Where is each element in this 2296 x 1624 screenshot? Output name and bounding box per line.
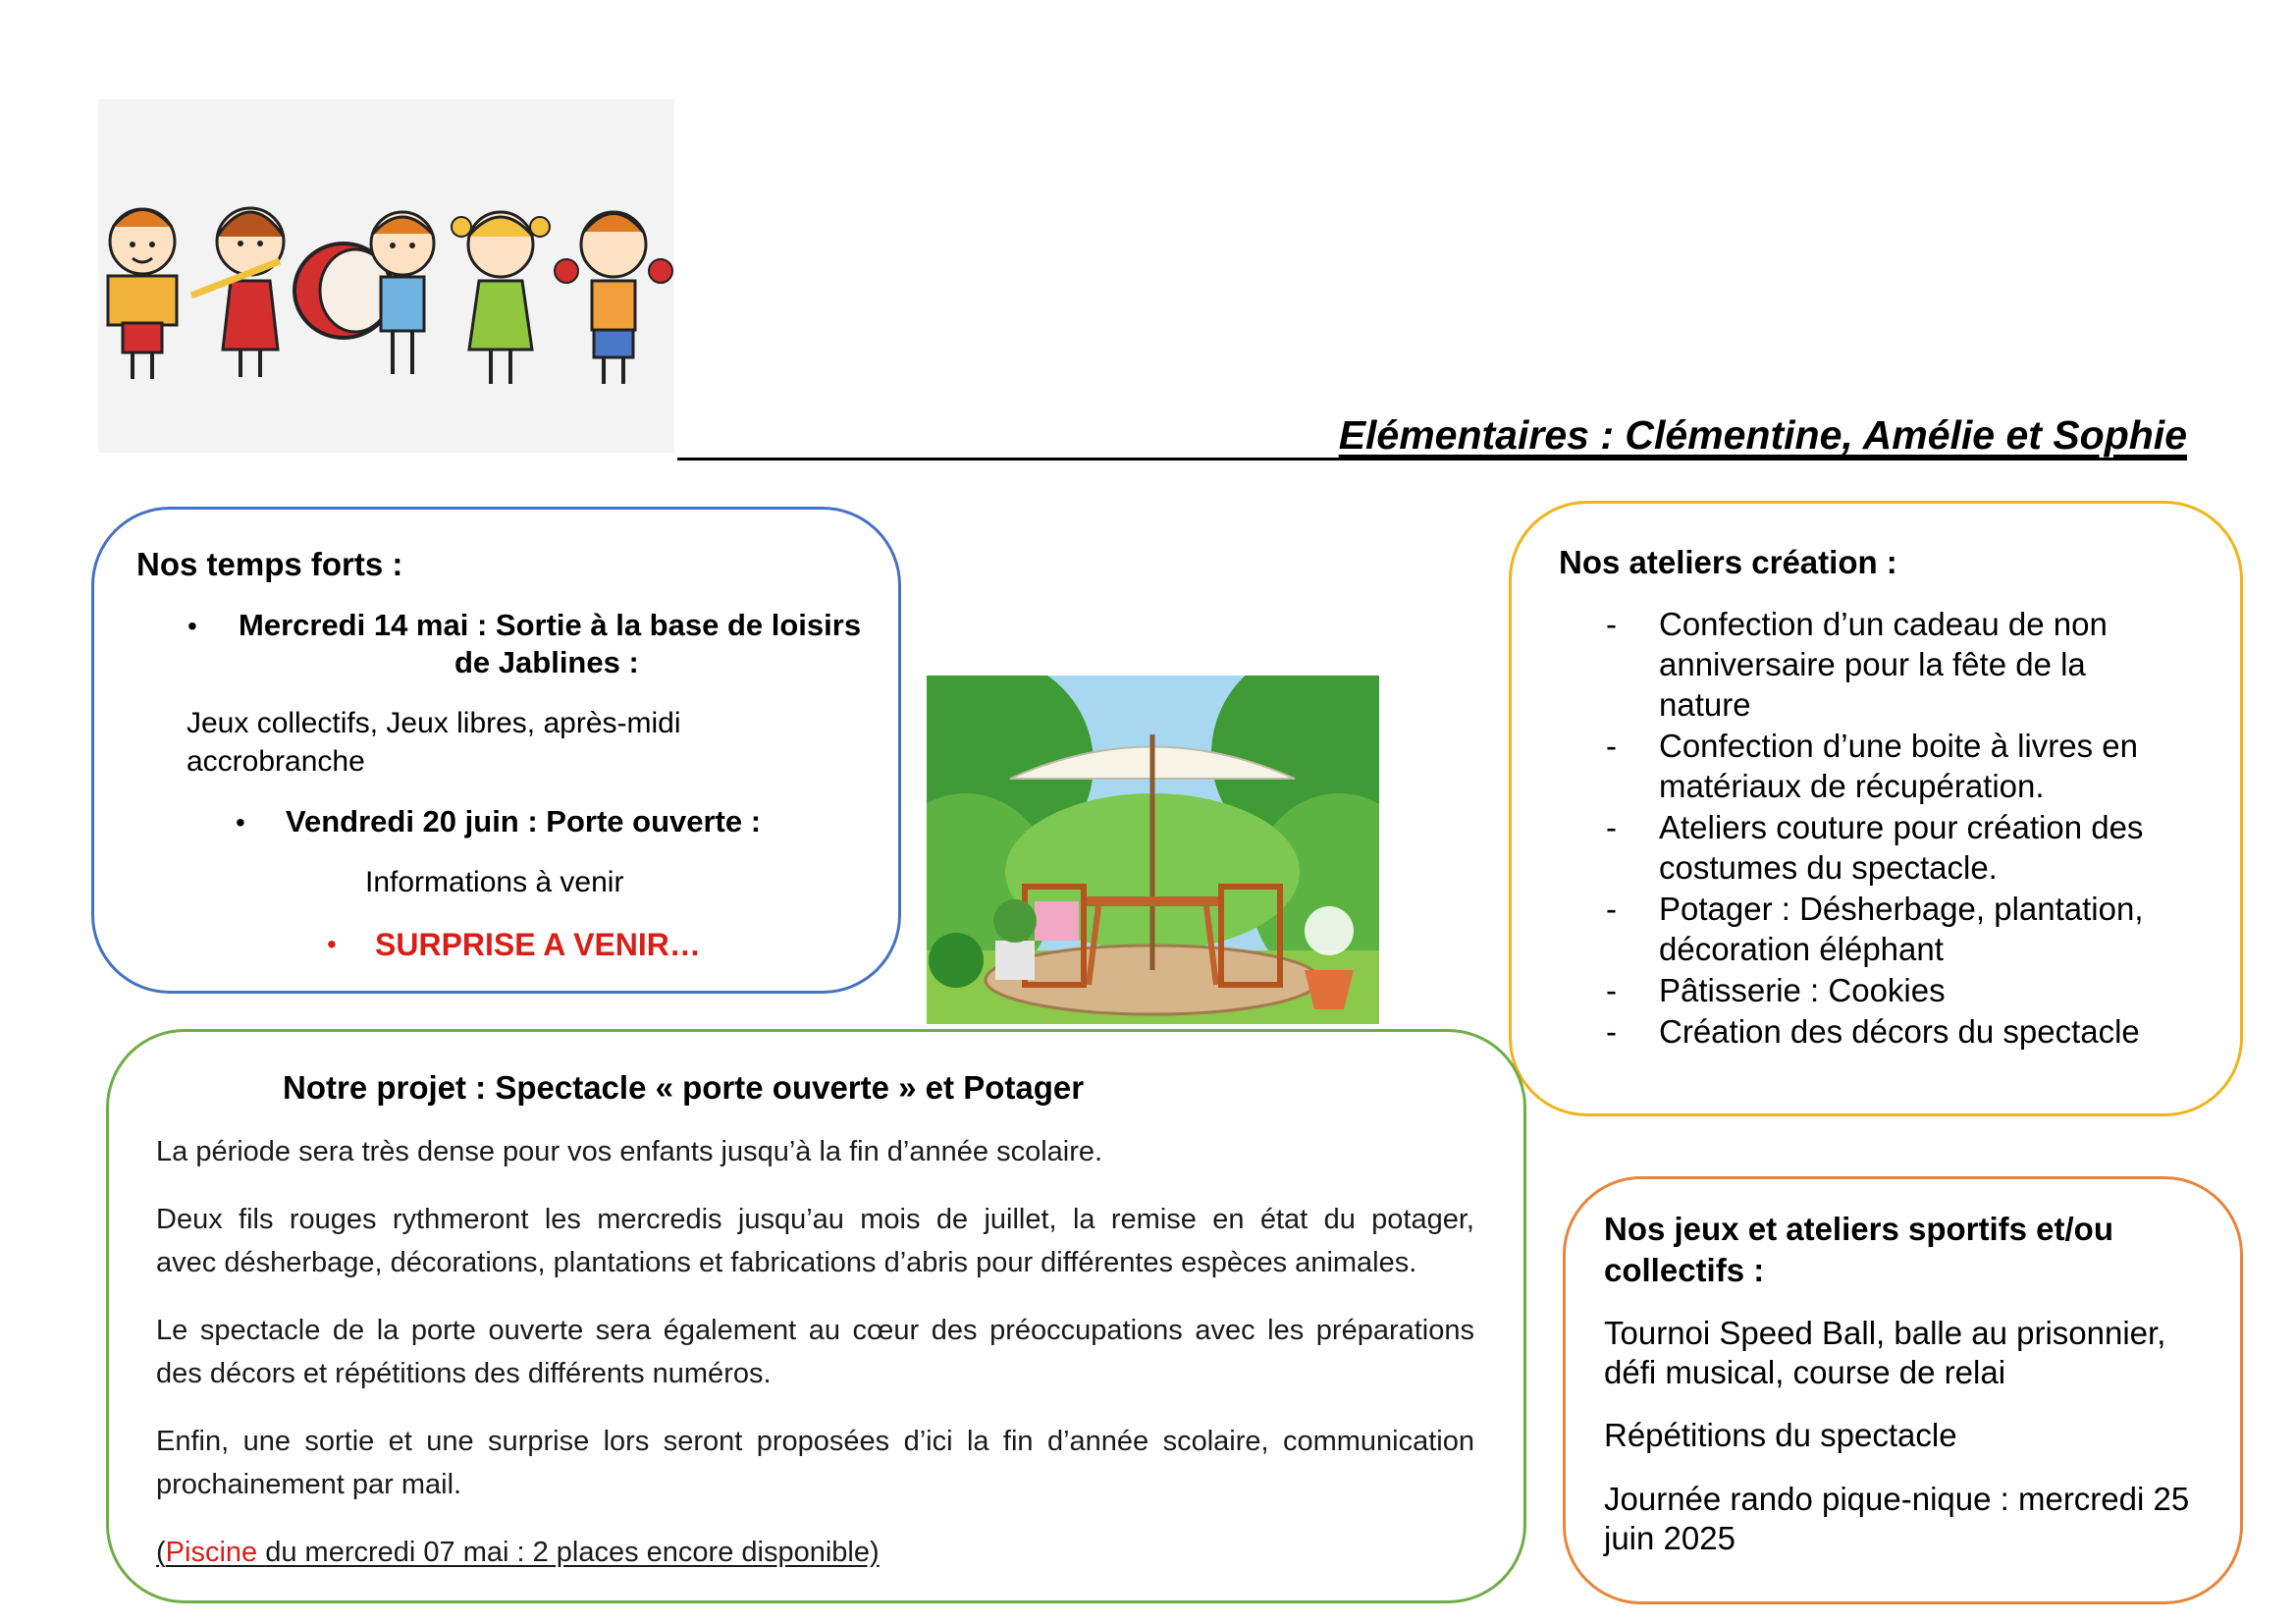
temps-fort-2-title: Vendredi 20 juin : Porte ouverte : — [286, 804, 762, 839]
temps-fort-1-title-cont: de Jablines : — [454, 645, 639, 679]
projet-heading: Notre projet : Spectacle « porte ouverte » et Potager — [283, 1069, 1085, 1106]
atelier-line: Potager : Désherbage, plantation, — [1659, 891, 2144, 927]
temps-fort-3-title: SURPRISE A VENIR… — [375, 927, 701, 962]
dash-marker: - — [1606, 606, 1617, 642]
projet-paragraph-3-cont: des décors et répétitions des différents numéros. — [156, 1358, 772, 1389]
jeux-heading-cont: collectifs : — [1604, 1252, 1765, 1288]
jeux-item-3-cont: juin 2025 — [1604, 1520, 1735, 1556]
garden-patio-image — [927, 676, 1379, 1024]
jeux-item-3: Journée rando pique-nique : mercredi 25 — [1604, 1481, 2190, 1517]
jeux-item-1-cont: défi musical, course de relai — [1604, 1354, 2006, 1390]
ateliers-heading: Nos ateliers création : — [1559, 544, 1897, 580]
temps-fort-2-desc: Informations à venir — [365, 866, 624, 898]
bullet-icon: • — [236, 807, 245, 838]
atelier-line: matériaux de récupération. — [1659, 768, 2045, 804]
dash-marker: - — [1606, 1013, 1617, 1050]
kids-musicians-image — [98, 99, 674, 453]
atelier-line: décoration éléphant — [1659, 931, 1944, 967]
atelier-line: Confection d’un cadeau de non — [1659, 606, 2108, 642]
temps-fort-1-title: Mercredi 14 mai : Sortie à la base de loisirs — [239, 608, 862, 642]
jeux-item-1: Tournoi Speed Ball, balle au prisonnier, — [1604, 1315, 2166, 1351]
temps-fort-1-desc: Jeux collectifs, Jeux libres, après-midi — [187, 707, 681, 739]
projet-paragraph-2: Deux fils rouges rythmeront les mercredis jusqu’au mois de juillet, la remise en état du potager, — [156, 1204, 1474, 1235]
bullet-icon: • — [187, 611, 197, 641]
atelier-line: Confection d’une boite à livres en — [1659, 728, 2138, 764]
dash-marker: - — [1606, 891, 1617, 927]
projet-paragraph-1: La période sera très dense pour vos enfants jusqu’à la fin d’année scolaire. — [156, 1136, 1103, 1167]
projet-paragraph-3: Le spectacle de la porte ouverte sera également au cœur des préoccupations avec les préparations — [156, 1315, 1474, 1346]
projet-paragraph-4: Enfin, une sortie et une surprise lors seront proposées d’ici la fin d’année scolaire, communication — [156, 1426, 1474, 1457]
piscine-label: Piscine — [165, 1537, 266, 1568]
atelier-line: Pâtisserie : Cookies — [1659, 972, 1946, 1008]
dash-marker: - — [1606, 809, 1617, 845]
atelier-line: Création des décors du spectacle — [1659, 1013, 2140, 1050]
atelier-line: costumes du spectacle. — [1659, 849, 1998, 886]
atelier-line: anniversaire pour la fête de la — [1659, 646, 2086, 682]
jeux-item-2: Répétitions du spectacle — [1604, 1417, 1957, 1453]
atelier-line: nature — [1659, 686, 1751, 723]
dash-marker: - — [1606, 728, 1617, 764]
piscine-note — [156, 1537, 880, 1569]
projet-paragraph-4-cont: prochainement par mail. — [156, 1469, 462, 1500]
piscine-details: du mercredi 07 mai : 2 places encore disponible) — [265, 1537, 880, 1568]
atelier-line: Ateliers couture pour création des — [1659, 809, 2144, 845]
bullet-icon: • — [327, 929, 337, 959]
temps-forts-heading: Nos temps forts : — [136, 546, 403, 582]
page-title: Elémentaires : Clémentine, Amélie et Sophie — [1338, 412, 2187, 458]
piscine-open-paren: ( — [156, 1537, 166, 1568]
temps-fort-1-desc-cont: accrobranche — [187, 745, 365, 778]
projet-paragraph-2-cont: avec désherbage, décorations, plantations et fabrications d’abris pour différentes espèces animales. — [156, 1247, 1417, 1278]
jeux-heading: Nos jeux et ateliers sportifs et/ou — [1604, 1211, 2113, 1247]
dash-marker: - — [1606, 972, 1617, 1008]
